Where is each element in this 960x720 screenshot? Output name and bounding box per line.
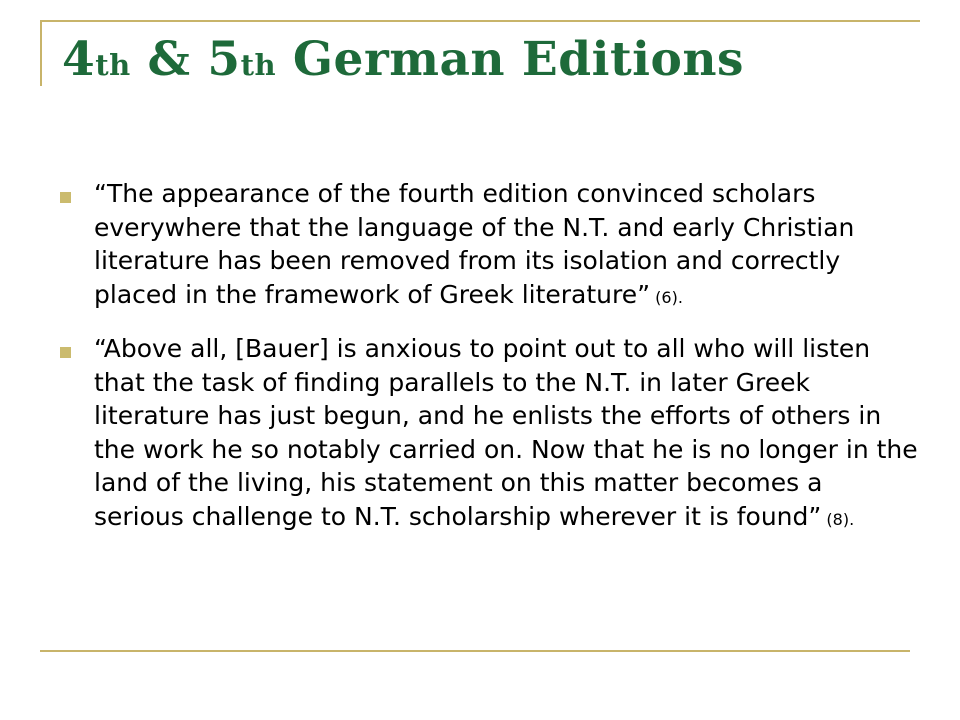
bullet-text-1 [94, 177, 920, 314]
title-ordinal-1: th [95, 48, 131, 82]
bullet-item-1 [60, 177, 920, 314]
top-rule [40, 20, 920, 22]
square-bullet-icon [60, 192, 71, 203]
title-part-2: & 5 [130, 32, 241, 87]
title-part-1: 4 [62, 32, 96, 87]
title-part-3: German Editions [276, 32, 745, 87]
quote-text: “Above all, [Bauer] is anxious to point out to all who will listen that the task of finding parallels to the N.T. in later Greek literature has just begun, and he enlists the efforts of others in the work he so notably carried on. Now that he is no longer in the land of the living, his statement on this matter becomes a serious challenge to N.T. scholarship wherever it is found” [94, 334, 918, 531]
square-bullet-icon [60, 347, 71, 358]
quote-text: “The appearance of the fourth edition convinced scholars everywhere that the language of the N.T. and early Christian literature has been removed from its isolation and correctly placed in the framework of Greek literature” [94, 179, 855, 309]
bullet-list [60, 177, 920, 554]
left-rule [40, 20, 42, 86]
bottom-rule [40, 650, 910, 652]
bullet-item-2 [60, 332, 920, 536]
bullet-text-2 [94, 332, 920, 536]
title-ordinal-2: th [240, 48, 277, 82]
slide-title [62, 32, 745, 87]
citation: (8). [821, 509, 855, 529]
citation: (6). [650, 287, 683, 307]
